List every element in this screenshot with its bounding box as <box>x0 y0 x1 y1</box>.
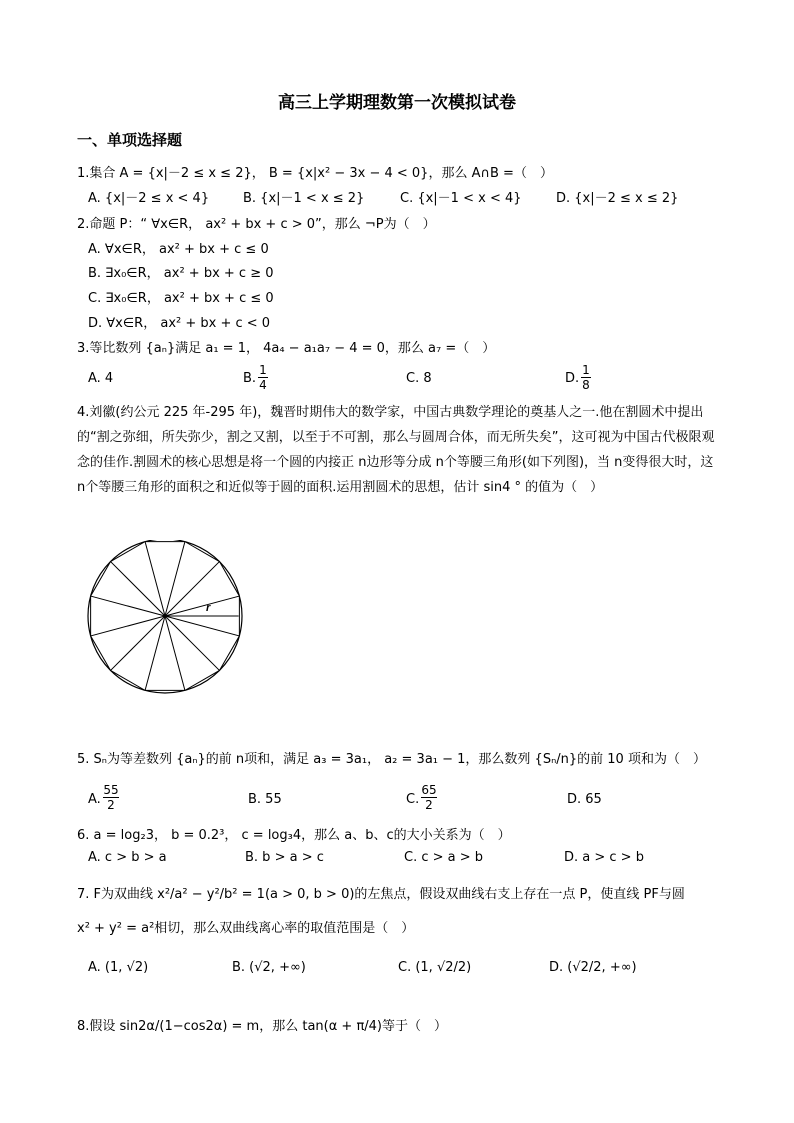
q5-option-c[interactable]: C. <box>406 792 420 807</box>
q5-option-a-fraction <box>103 783 119 812</box>
spoke-0 <box>165 542 185 616</box>
q3-option-d[interactable]: D. <box>565 371 580 386</box>
q4-stem: 4.刘徽(约公元 225 年-295 年)，魏晋时期伟大的数学家，中国古典数学理论的奠基人之一.他在割圆术中提出的“割之弥细，所失弥少，割之又割，以至于不可割，那么与圆周合体，而无所失矣”，这可视为中国古代极限观念的佳作.割圆术的核心思想是将一个圆的内接正 n边形等分成 n个等腰三角形(如下列图)，当 n变得很大时，这 n个等腰三角形的面积之和近似等于圆的面积.运用割圆术的思想，估计 sin4 ° 的值为（ ） <box>77 405 715 495</box>
q8-stem: 8.假设 sin2α/(1−cos2α) = m，那么 tan(α + π/4)等于（ ） <box>77 1019 448 1034</box>
q7-option-c[interactable]: C. (1, √2/2) <box>398 960 472 975</box>
q7-stem-line2: x² + y² = a²相切，那么双曲线离心率的取值范围是（ ） <box>77 921 415 936</box>
cyclotomy-figure <box>80 540 250 710</box>
q3-d-denominator: 8 <box>582 378 590 392</box>
q3-option-b[interactable]: B. <box>243 371 257 386</box>
spoke-10 <box>111 562 165 616</box>
spoke-11 <box>145 542 165 616</box>
q5-c-denominator: 2 <box>421 797 437 812</box>
q3-stem: 3.等比数列 {aₙ}满足 a₁ = 1， 4a₄ − a₁a₇ − 4 = 0，那么 a₇ =（ ） <box>77 341 496 356</box>
q6-stem: 6. a = log₂3， b = 0.2³， c = log₃4，那么 a、b、c的大小关系为（ ） <box>77 828 511 843</box>
q7-stem-line1: 7. F为双曲线 x²/a² − y²/b² = 1(a > 0, b > 0)的左焦点，假设双曲线右支上存在一点 P，使直线 PF与圆 <box>77 887 685 902</box>
q6-option-d[interactable]: D. a > c > b <box>564 850 644 865</box>
q1-stem: 1.集合 A = {x|－2 ≤ x ≤ 2}， B = {x|x² − 3x − 4 < 0}，那么 A∩B =（ ） <box>77 166 553 181</box>
spoke-6 <box>145 616 165 690</box>
inscribed-polygon <box>91 542 240 691</box>
q1-option-a[interactable]: A. {x|－2 ≤ x < 4} <box>88 191 210 206</box>
q3-b-numerator: 1 <box>259 363 267 377</box>
section-heading: 一、单项选择题 <box>77 131 183 149</box>
q1-option-c[interactable]: C. {x|－1 < x < 4} <box>400 191 522 206</box>
radius-label: r <box>206 602 211 614</box>
q3-option-a[interactable]: A. 4 <box>88 371 114 386</box>
q3-option-d-fraction <box>581 363 591 392</box>
spoke-1 <box>165 562 219 616</box>
q1-option-d[interactable]: D. {x|－2 ≤ x ≤ 2} <box>556 191 679 206</box>
spoke-9 <box>91 596 165 616</box>
q3-option-c[interactable]: C. 8 <box>406 371 432 386</box>
q2-stem: 2.命题 P：“ ∀x∈R， ax² + bx + c > 0”，那么 ¬P为（ ） <box>77 217 436 232</box>
q5-stem: 5. Sₙ为等差数列 {aₙ}的前 n项和，满足 a₃ = 3a₁， a₂ = 3a₁ − 1，那么数列 {Sₙ/n}的前 10 项和为（ ） <box>77 752 706 767</box>
q2-option-c[interactable]: C. ∃x₀∈R， ax² + bx + c ≤ 0 <box>88 291 274 306</box>
q2-option-b[interactable]: B. ∃x₀∈R， ax² + bx + c ≥ 0 <box>88 266 274 281</box>
q2-option-a[interactable]: A. ∀x∈R， ax² + bx + c ≤ 0 <box>88 242 269 257</box>
spoke-5 <box>165 616 185 690</box>
spoke-8 <box>91 616 165 636</box>
q6-option-a[interactable]: A. c > b > a <box>88 850 167 865</box>
q7-option-b[interactable]: B. (√2, +∞) <box>232 960 306 975</box>
q5-a-numerator: 55 <box>103 783 119 797</box>
q5-option-d[interactable]: D. 65 <box>567 792 602 807</box>
q5-option-a[interactable]: A. <box>88 792 101 807</box>
q6-option-b[interactable]: B. b > a > c <box>245 850 324 865</box>
spoke-3 <box>165 616 239 636</box>
q6-option-c[interactable]: C. c > a > b <box>404 850 484 865</box>
page-title: 高三上学期理数第一次模拟试卷 <box>278 93 516 113</box>
q3-b-denominator: 4 <box>259 378 267 392</box>
spoke-2 <box>165 596 239 616</box>
spoke-7 <box>111 616 165 670</box>
q7-option-d[interactable]: D. (√2/2, +∞) <box>549 960 637 975</box>
q3-option-b-fraction <box>258 363 268 392</box>
q5-option-c-fraction <box>421 783 437 812</box>
q1-option-b[interactable]: B. {x|－1 < x ≤ 2} <box>243 191 365 206</box>
q3-d-numerator: 1 <box>582 363 590 377</box>
q2-option-d[interactable]: D. ∀x∈R， ax² + bx + c < 0 <box>88 316 271 331</box>
q5-a-denominator: 2 <box>103 797 119 812</box>
q5-c-numerator: 65 <box>421 783 437 797</box>
spoke-4 <box>165 616 219 670</box>
q5-option-b[interactable]: B. 55 <box>248 792 282 807</box>
q7-option-a[interactable]: A. (1, √2) <box>88 960 149 975</box>
